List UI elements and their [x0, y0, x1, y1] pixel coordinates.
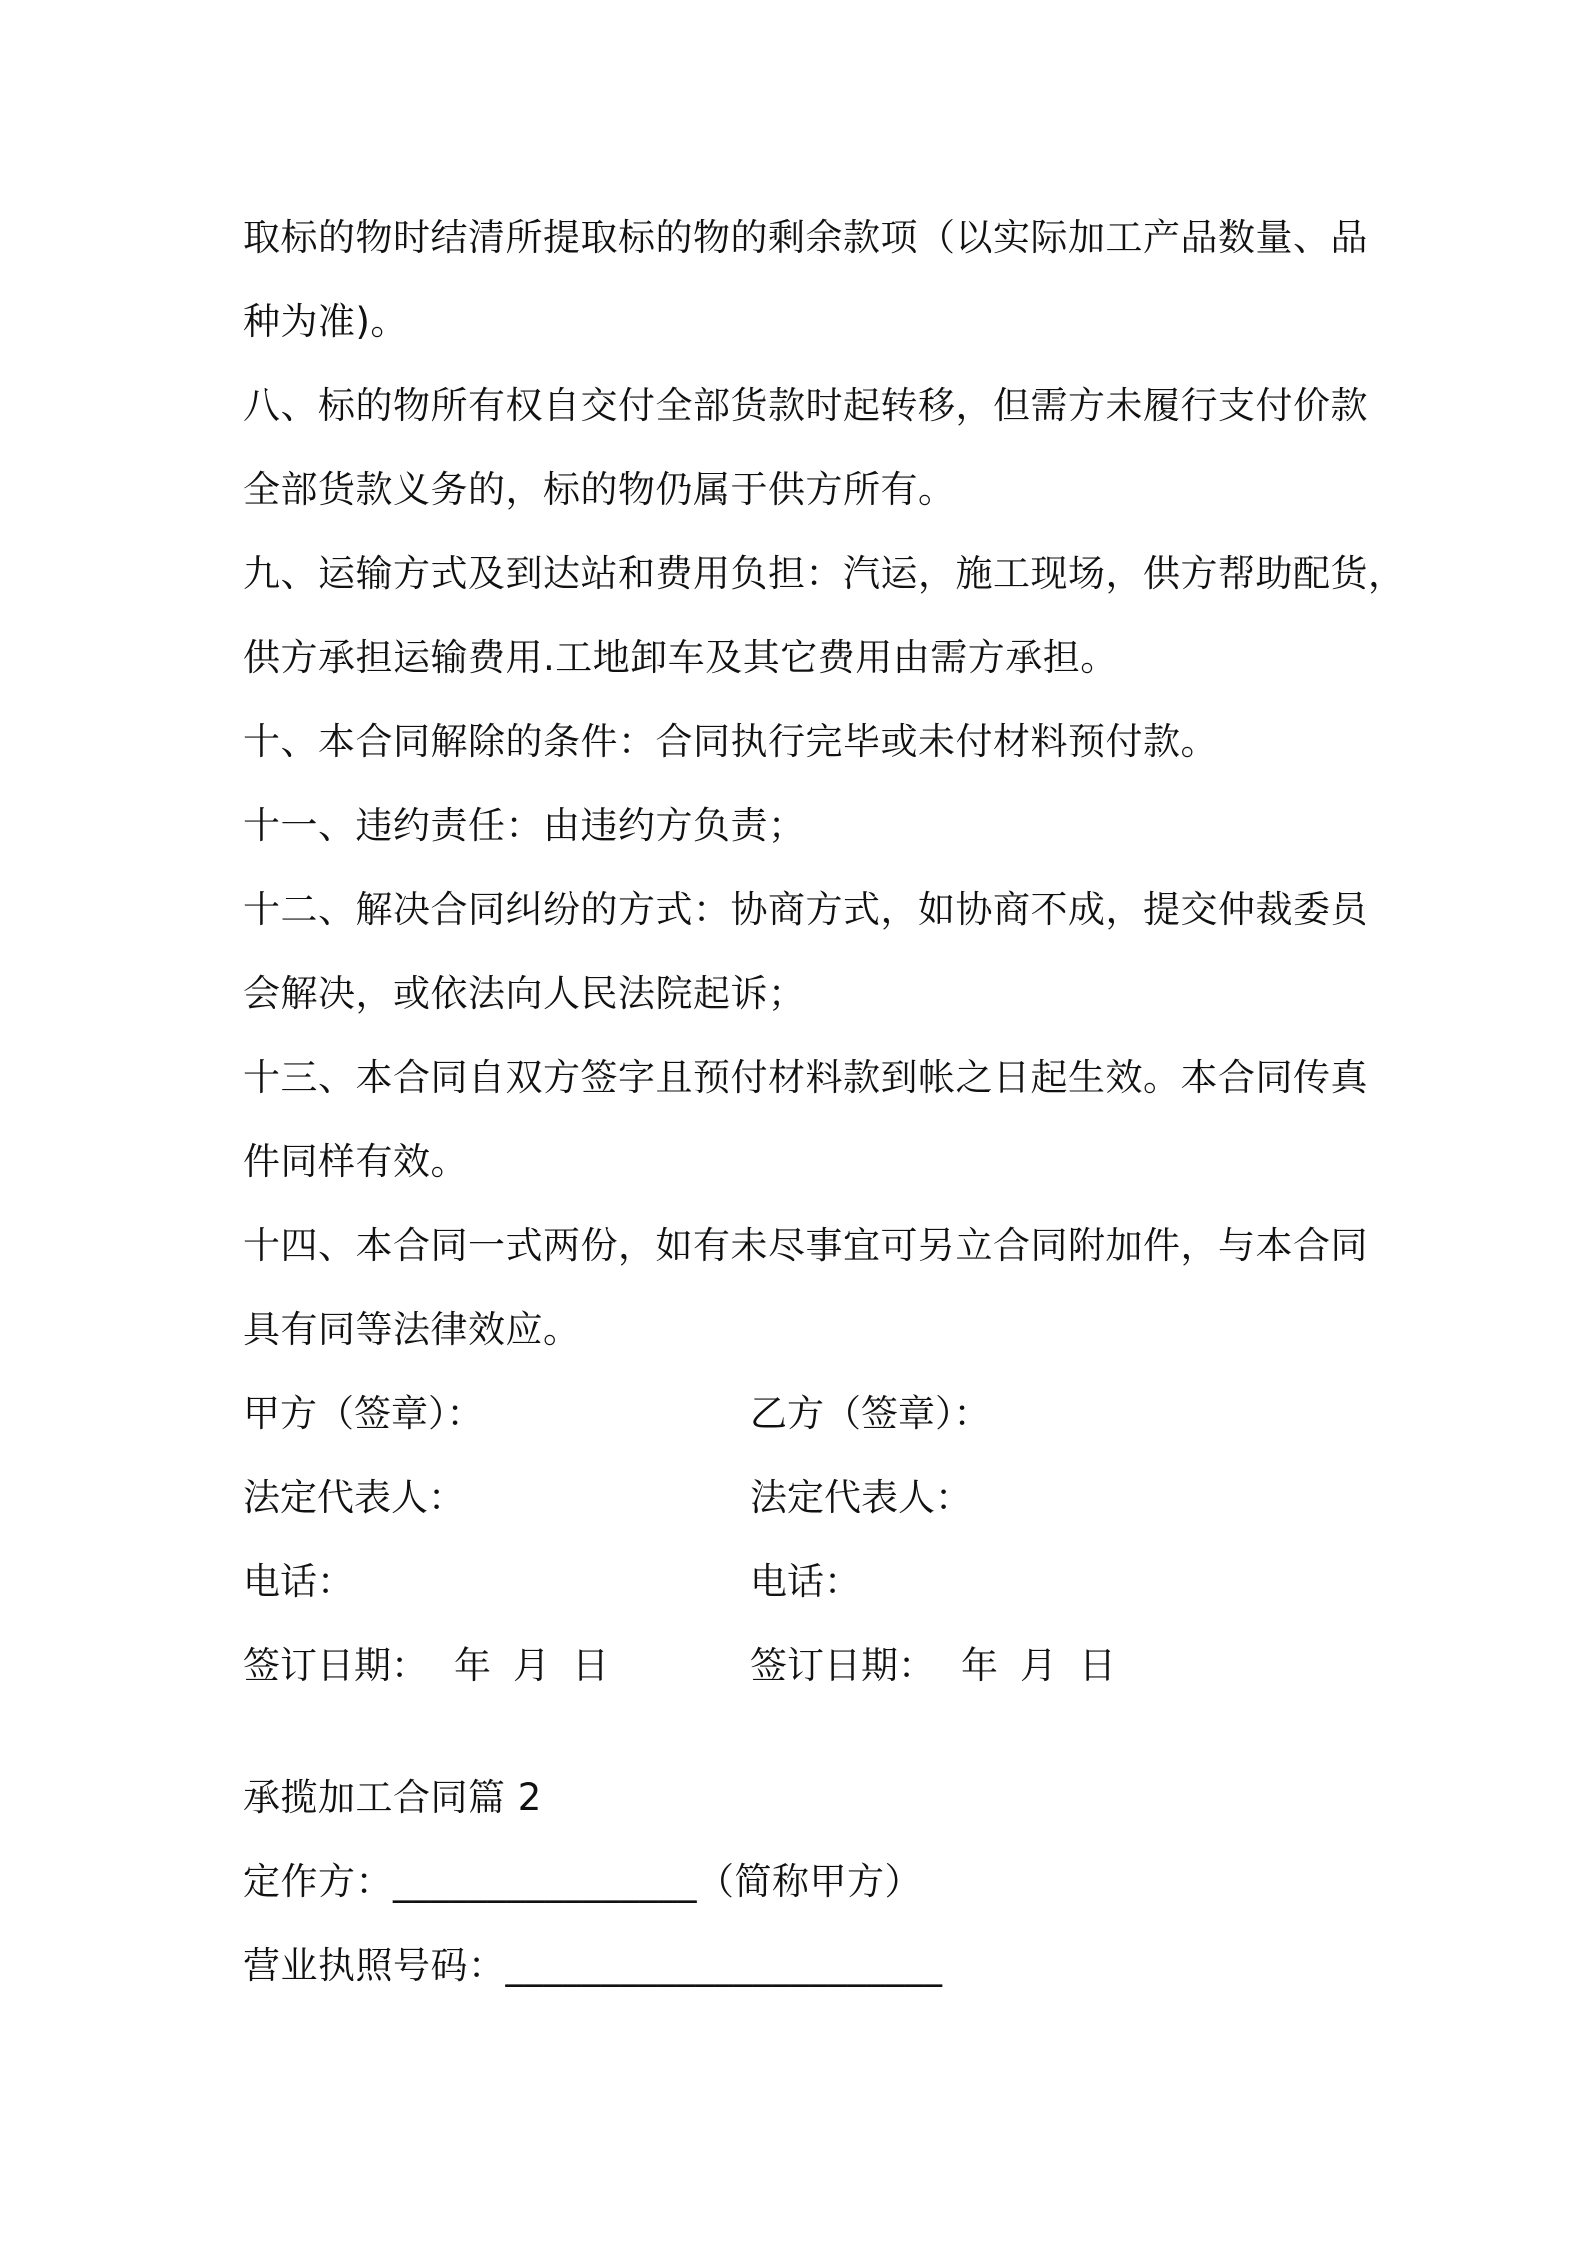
signature-row-party: [243, 1372, 1363, 1456]
day-label: 日: [572, 1644, 609, 1687]
paragraph-line: 件同样有效。: [243, 1140, 468, 1183]
month-label: 月: [513, 1644, 550, 1687]
date-fields: [454, 1624, 631, 1708]
date-label: 签订日期：: [750, 1644, 935, 1687]
party-a-signature-label: 甲方（签章）：: [243, 1392, 484, 1435]
party-b-signature-label: 乙方（签章）：: [750, 1392, 991, 1435]
clause-9: 九、运输方式及到达站和费用负担：汽运，施工现场，供方帮助配货，: [243, 552, 1406, 595]
paragraph-line: 会解决，或依法向人民法院起诉；: [243, 972, 806, 1015]
clause-11: 十一、违约责任：由违约方负责；: [243, 804, 806, 847]
document-body: [243, 196, 1406, 2008]
year-label: 年: [454, 1644, 491, 1687]
paragraph-line: 取标的物时结清所提取标的物的剩余款项（以实际加工产品数量、品: [243, 216, 1368, 259]
paragraph-line: 具有同等法律效应。: [243, 1308, 581, 1351]
paragraph-line: 种为准)。: [243, 300, 408, 343]
party-b-phone-label: 电话：: [750, 1560, 861, 1603]
orderer-field: 定作方：________________（简称甲方）: [243, 1860, 922, 1903]
signature-row-phone: [243, 1540, 1363, 1624]
date-label: 签订日期：: [243, 1644, 428, 1687]
signature-row-representative: [243, 1456, 1363, 1540]
section-gap: [243, 1708, 1363, 1756]
clause-12: 十二、解决合同纠纷的方式：协商方式，如协商不成，提交仲裁委员: [243, 888, 1368, 931]
party-b-representative-label: 法定代表人：: [750, 1476, 972, 1519]
clause-14: 十四、本合同一式两份，如有未尽事宜可另立合同附加件，与本合同: [243, 1224, 1368, 1267]
clause-10: 十、本合同解除的条件：合同执行完毕或未付材料预付款。: [243, 720, 1218, 763]
date-fields: [961, 1624, 1138, 1708]
clause-8: 八、标的物所有权自交付全部货款时起转移，但需方未履行支付价款: [243, 384, 1368, 427]
party-a-date: [243, 1624, 631, 1708]
year-label: 年: [961, 1644, 998, 1687]
clause-13: 十三、本合同自双方签字且预付材料款到帐之日起生效。本合同传真: [243, 1056, 1368, 1099]
paragraph-line: 全部货款义务的，标的物仍属于供方所有。: [243, 468, 956, 511]
signature-row-date: [243, 1624, 1363, 1708]
paragraph-line: 供方承担运输费用.工地卸车及其它费用由需方承担。: [243, 636, 1118, 679]
party-b-date: [750, 1624, 1138, 1708]
day-label: 日: [1079, 1644, 1116, 1687]
month-label: 月: [1020, 1644, 1057, 1687]
section-title: 承揽加工合同篇 2: [243, 1776, 542, 1819]
party-a-representative-label: 法定代表人：: [243, 1476, 465, 1519]
business-license-field: 营业执照号码：_______________________: [243, 1944, 943, 1987]
party-a-phone-label: 电话：: [243, 1560, 354, 1603]
